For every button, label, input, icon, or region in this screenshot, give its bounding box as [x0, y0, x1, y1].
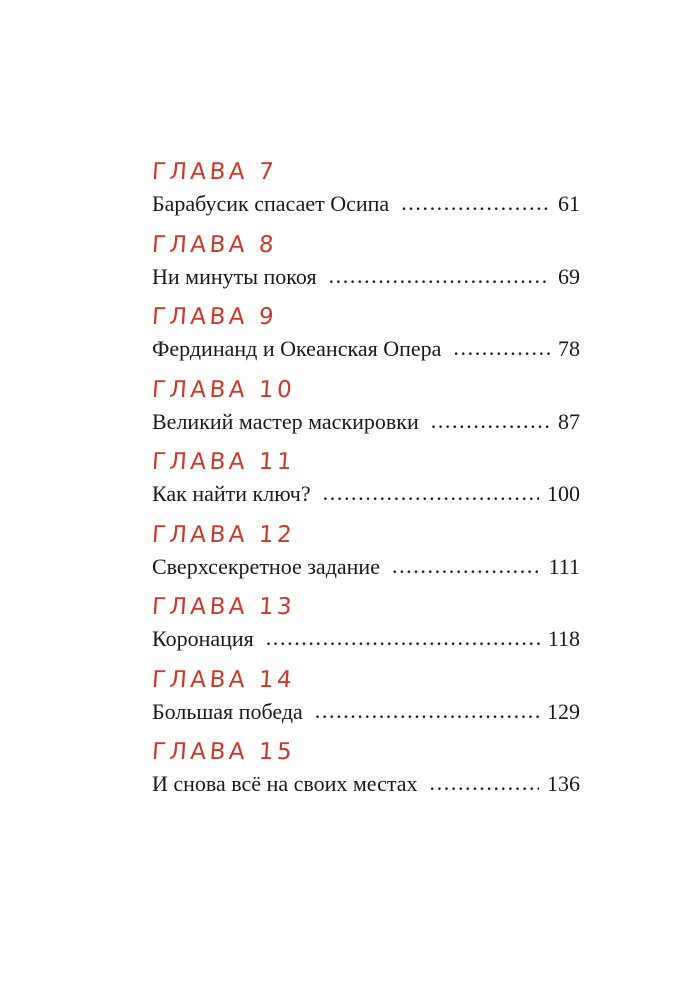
toc-entry-chapter-10[interactable] — [152, 376, 580, 449]
dot-leader — [401, 189, 550, 217]
dot-leader — [329, 262, 550, 290]
page-number: 129 — [547, 698, 580, 724]
chapter-label: ГЛАВА 8 — [151, 231, 278, 258]
chapter-label: ГЛАВА 7 — [151, 159, 278, 185]
chapter-label: ГЛАВА 10 — [151, 376, 297, 403]
toc-entry-chapter-14[interactable] — [152, 666, 580, 739]
toc-entry-chapter-9[interactable] — [152, 303, 580, 376]
toc-entry-chapter-12[interactable] — [152, 521, 580, 594]
page-number: 100 — [547, 481, 580, 506]
chapter-title: Большая победа — [152, 698, 303, 724]
toc-line — [152, 698, 580, 726]
dot-leader — [323, 479, 539, 507]
page-number: 61 — [558, 191, 580, 216]
chapter-label: ГЛАВА 14 — [151, 666, 297, 693]
chapter-label: ГЛАВА 11 — [151, 449, 297, 475]
toc-line — [152, 263, 580, 291]
dot-leader — [392, 552, 541, 580]
chapter-title: Сверхсекретное задание — [152, 553, 380, 579]
chapter-label: ГЛАВА 15 — [151, 739, 297, 765]
table-of-contents — [152, 158, 580, 811]
toc-line — [152, 480, 580, 508]
chapter-label: ГЛАВА 12 — [151, 521, 297, 548]
toc-line — [152, 190, 580, 218]
toc-line — [152, 770, 580, 798]
toc-entry-chapter-11[interactable] — [152, 448, 580, 521]
chapter-title: Барабусик спасает Осипа — [152, 191, 390, 216]
chapter-title: Фердинанд и Океанская Опера — [152, 336, 442, 361]
toc-entry-chapter-7[interactable] — [152, 158, 580, 231]
page-number: 69 — [558, 263, 580, 289]
dot-leader — [315, 697, 539, 725]
page-number: 118 — [547, 626, 580, 651]
chapter-label: ГЛАВА 9 — [151, 304, 278, 330]
dot-leader — [266, 624, 540, 652]
toc-line — [152, 553, 580, 581]
dot-leader — [430, 769, 539, 797]
toc-line — [152, 335, 580, 363]
page-number: 78 — [558, 336, 580, 361]
dot-leader — [453, 334, 550, 362]
chapter-title: Ни минуты покоя — [152, 263, 317, 289]
toc-line — [152, 408, 580, 436]
page-number: 111 — [548, 553, 580, 579]
chapter-title: И снова всё на своих местах — [152, 771, 418, 796]
toc-line — [152, 625, 580, 653]
chapter-title: Великий мастер маскировки — [152, 408, 419, 434]
toc-entry-chapter-8[interactable] — [152, 231, 580, 304]
chapter-title: Коронация — [152, 626, 254, 651]
page-number: 87 — [558, 408, 580, 434]
chapter-title: Как найти ключ? — [152, 481, 311, 506]
chapter-label: ГЛАВА 13 — [151, 594, 297, 620]
toc-entry-chapter-13[interactable] — [152, 593, 580, 666]
toc-entry-chapter-15[interactable] — [152, 738, 580, 811]
dot-leader — [431, 407, 550, 435]
page-number: 136 — [547, 771, 580, 796]
